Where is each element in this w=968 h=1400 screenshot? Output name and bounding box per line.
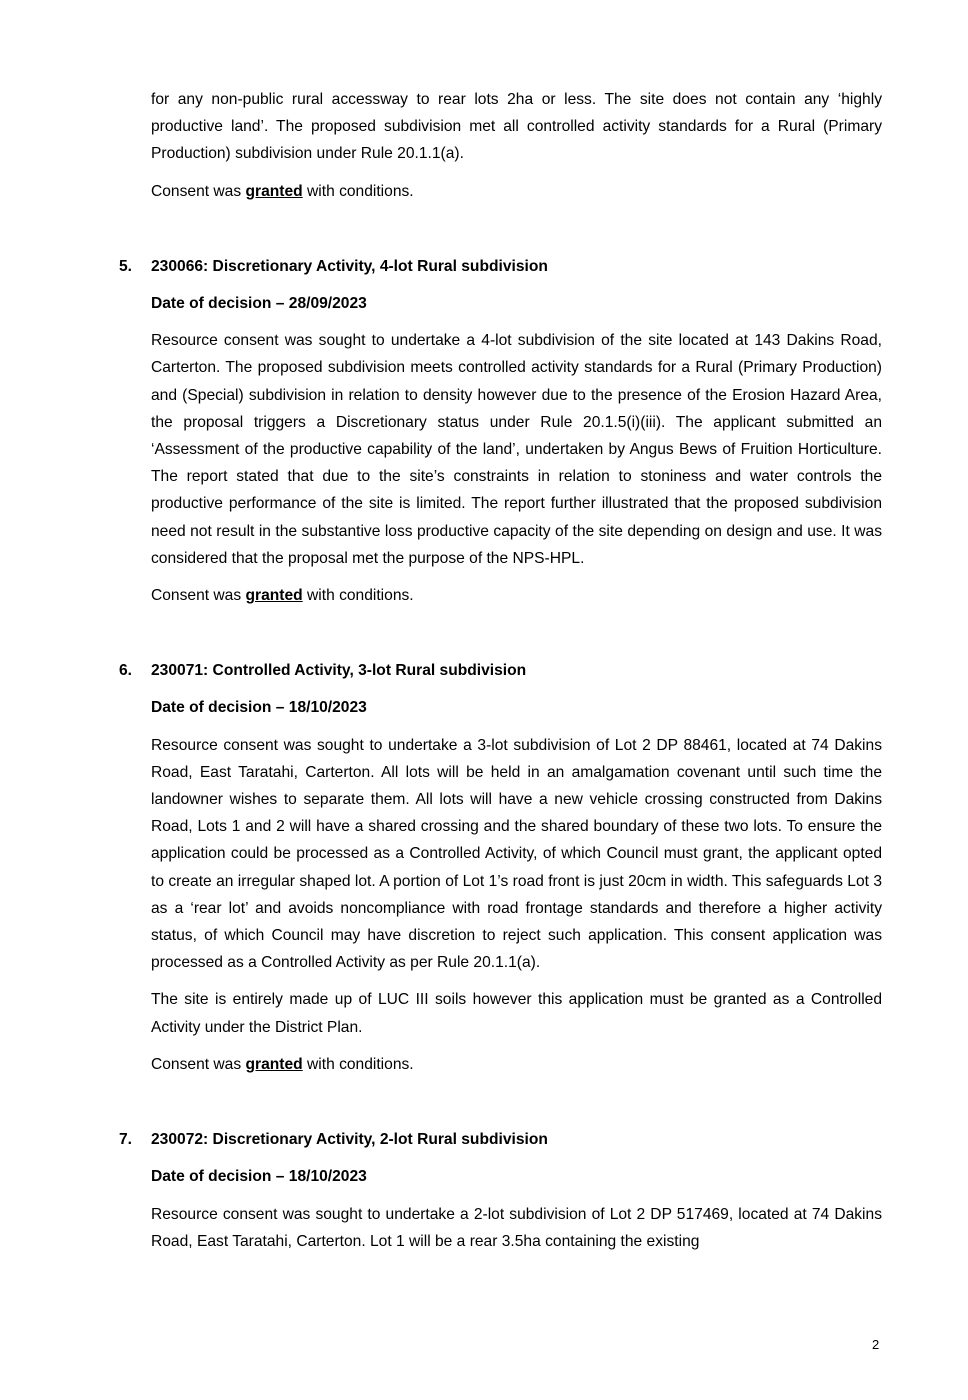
section-6: [119, 657, 882, 1078]
consent-prefix: Consent was: [151, 182, 246, 200]
section-heading: [119, 1126, 882, 1153]
consent-granted: granted: [245, 182, 303, 200]
section-heading: [119, 253, 882, 280]
intro-consent-line: [151, 178, 882, 205]
consent-prefix: Consent was: [151, 1055, 246, 1073]
consent-suffix: with conditions.: [302, 587, 414, 605]
section-5: [119, 253, 882, 609]
section-paragraph: Resource consent was sought to undertake a 3-lot subdivision of Lot 2 DP 88461, located at 74 Dakins Road, East Taratahi, Carterton. All lots will be held in an amalgamation covenant until such time the landowner wishes to separate them. All lots will have a new vehicle crossing constructed from Dakins Road, Lots 1 and 2 will have a shared crossing and the shared boundary of these two lots. To ensure the application could be processed as a Controlled Activity, of which Council must grant, the applicant opted to create an irregular shaped lot. A portion of Lot 1’s road front is just 20cm in width. This safeguards Lot 3 as a ‘rear lot’ and avoids noncompliance with road frontage standards and therefore a higher activity status, of which Council may have discretion to reject such application. This consent application was processed as a Controlled Activity as per Rule 20.1.1(a).: [151, 736, 882, 972]
section-heading: [119, 657, 882, 684]
section-7: [119, 1126, 882, 1255]
section-title: 230072: Discretionary Activity, 2-lot Rural subdivision: [151, 1131, 548, 1149]
section-number: 6.: [119, 662, 133, 680]
section-title: 230071: Controlled Activity, 3-lot Rural subdivision: [151, 662, 527, 680]
section-paragraph: Resource consent was sought to undertake a 4-lot subdivision of the site located at 143 Dakins Road, Carterton. The proposed subdivision meets controlled activity standards for a Rural (Primary Production) and (Special) subdivision in relation to density however due to the presence of the Erosion Hazard Area, the proposal triggers a Discretionary status under Rule 20.1.5(i)(iii). The applicant submitted an ‘Assessment of the productive capability of the land’, undertaken by Angus Bews of Fruition Horticulture. The report stated that due to the site’s constraints in relation to stoniness and water controls the productive performance of the site is limited. The report further illustrated that the proposed subdivision need not result in the substantive loss productive capacity of the site depending on design and use. It was considered that the proposal met the purpose of the NPS-HPL.: [151, 332, 882, 567]
section-title: 230066: Discretionary Activity, 4-lot Rural subdivision: [151, 257, 548, 275]
section-paragraph: The site is entirely made up of LUC III soils however this application must be granted as a Controlled Activity under the District Plan.: [151, 991, 882, 1036]
section-number: 5.: [119, 257, 133, 275]
consent-suffix: with conditions.: [302, 1055, 414, 1073]
consent-prefix: Consent was: [151, 587, 246, 605]
section-paragraph: Resource consent was sought to undertake a 2-lot subdivision of Lot 2 DP 517469, located at 74 Dakins Road, East Taratahi, Carterton. Lot 1 will be a rear 3.5ha containing the existing: [151, 1205, 882, 1250]
consent-line: [151, 582, 882, 609]
consent-granted: granted: [245, 1055, 303, 1073]
intro-paragraph: for any non-public rural accessway to rear lots 2ha or less. The site does not contain any ‘highly productive land’. The proposed subdivision met all controlled activity standards for a Rural (Primary Production) subdivision under Rule 20.1.1(a).: [151, 91, 882, 163]
consent-line: [151, 1051, 882, 1078]
decision-date: Date of decision – 18/10/2023: [151, 1168, 367, 1186]
section-number: 7.: [119, 1131, 133, 1149]
decision-date: Date of decision – 28/09/2023: [151, 295, 367, 313]
decision-date: Date of decision – 18/10/2023: [151, 699, 367, 717]
page-number: 2: [872, 1337, 880, 1352]
page-content: [119, 86, 882, 1255]
consent-suffix: with conditions.: [302, 182, 414, 200]
consent-granted: granted: [245, 587, 303, 605]
